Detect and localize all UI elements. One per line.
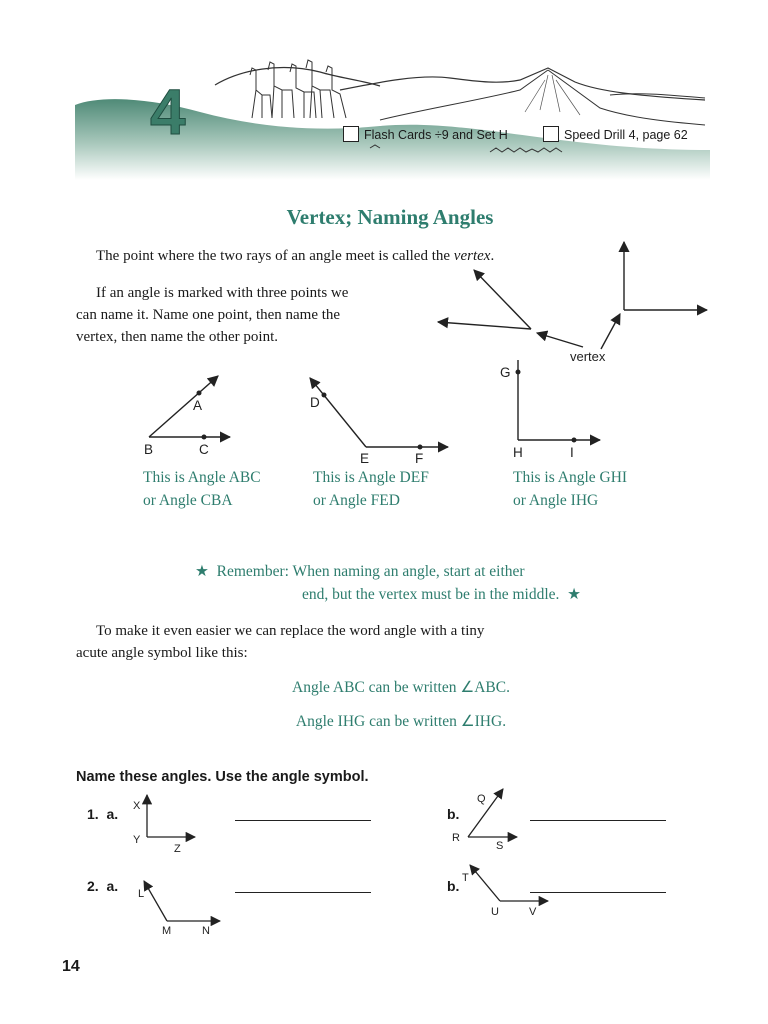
checkbox[interactable]: [343, 126, 359, 142]
answer-line-2a[interactable]: [235, 892, 371, 893]
remember-line-1: [195, 560, 525, 583]
intro-text-end: .: [490, 248, 495, 264]
vertex-diagram: [430, 235, 720, 375]
example-angles: [130, 360, 650, 470]
ray: [438, 322, 531, 329]
ray-ml: [144, 881, 167, 921]
checklist-item-flash-cards[interactable]: [343, 126, 508, 142]
symbol-intro: [76, 620, 596, 664]
pointer-arrow: [537, 333, 583, 347]
point-c: [202, 435, 207, 440]
star-icon: ★: [567, 586, 582, 603]
label-q: Q: [477, 793, 486, 805]
symbol-example-2: Angle IHG can be written ∠IHG.: [295, 713, 507, 730]
ray-ba: [149, 376, 218, 437]
problem-number: 2.: [87, 878, 99, 894]
label-c: C: [199, 442, 209, 457]
label-v: V: [529, 906, 537, 918]
problem-2a-label: [87, 878, 118, 894]
label-m: M: [162, 925, 172, 937]
label-n: N: [202, 925, 210, 937]
label-s: S: [496, 840, 504, 852]
label-a: A: [193, 398, 203, 413]
caption-ghi: [513, 466, 627, 512]
exercise-angles: [120, 785, 550, 945]
label-d: D: [310, 395, 320, 410]
checkbox[interactable]: [543, 126, 559, 142]
point-g: [516, 370, 521, 375]
label-t: T: [462, 872, 469, 884]
intro-para2-line: can name it. Name one point, then name the: [76, 307, 341, 323]
point-d: [322, 393, 327, 398]
answer-line-1b[interactable]: [530, 820, 666, 821]
symbol-intro-line: To make it even easier we can replace the word angle with a tiny: [96, 623, 485, 639]
point-i: [572, 438, 577, 443]
intro-emphasis: vertex: [453, 248, 491, 264]
caption-line: or Angle FED: [313, 492, 400, 509]
caption-line: This is Angle ABC: [143, 469, 261, 486]
caption-def: [313, 466, 429, 512]
label-b: B: [144, 442, 154, 457]
page-title: Vertex; Naming Angles: [286, 205, 494, 229]
label-r: R: [452, 832, 460, 844]
intro-para2-line: If an angle is marked with three points we: [96, 285, 349, 301]
caption-line: This is Angle GHI: [513, 469, 628, 486]
problem-2b-label: b.: [447, 878, 460, 894]
label-y: Y: [133, 834, 141, 846]
remember-text: end, but the vertex must be in the middle.: [302, 586, 560, 603]
intro-para2-line: vertex, then name the other point.: [76, 329, 279, 345]
problem-number: 1.: [87, 806, 99, 822]
lesson-number: 4: [150, 76, 186, 148]
pointer-arrow: [601, 314, 620, 349]
answer-line-1a[interactable]: [235, 820, 371, 821]
remember-line-2: [302, 583, 581, 606]
caption-abc: [143, 466, 261, 512]
symbol-intro-line: acute angle symbol like this:: [76, 645, 248, 661]
caption-line: This is Angle DEF: [313, 469, 429, 486]
point-a: [197, 391, 202, 396]
remember-text: Remember: When naming an angle, start at either: [216, 563, 525, 580]
landscape-illustration: [0, 0, 768, 190]
caption-line: or Angle IHG: [513, 492, 599, 509]
label-g: G: [500, 365, 511, 380]
label-u: U: [491, 906, 499, 918]
caption-line: or Angle CBA: [143, 492, 233, 509]
label-i: I: [570, 445, 574, 460]
label-l: L: [138, 888, 145, 900]
checklist-item-speed-drill[interactable]: [543, 126, 688, 142]
label-f: F: [415, 451, 424, 466]
ray-ed: [310, 378, 366, 447]
star-icon: ★: [195, 563, 209, 580]
checklist-label: Speed Drill 4, page 62: [564, 128, 688, 142]
label-z: Z: [174, 843, 181, 855]
vertex-label: vertex: [570, 349, 606, 364]
problem-part: a.: [106, 878, 119, 894]
label-e: E: [360, 451, 370, 466]
point-f: [418, 445, 423, 450]
symbol-example-1: Angle ABC can be written ∠ABC.: [292, 679, 510, 696]
intro-text: The point where the two rays of an angle meet is called the: [96, 248, 454, 264]
answer-line-2b[interactable]: [530, 892, 666, 893]
intro-paragraph-2: [76, 282, 406, 348]
problem-1b-label: b.: [447, 806, 460, 822]
exercise-heading: Name these angles. Use the angle symbol.: [76, 769, 369, 785]
problem-part: a.: [106, 806, 119, 822]
ray-ut: [470, 865, 500, 901]
label-x: X: [133, 800, 141, 812]
ray: [474, 270, 531, 329]
page-number: 14: [62, 958, 80, 975]
problem-1a-label: [87, 806, 118, 822]
checklist-label: Flash Cards ÷9 and Set H: [364, 128, 508, 142]
label-h: H: [513, 445, 523, 460]
